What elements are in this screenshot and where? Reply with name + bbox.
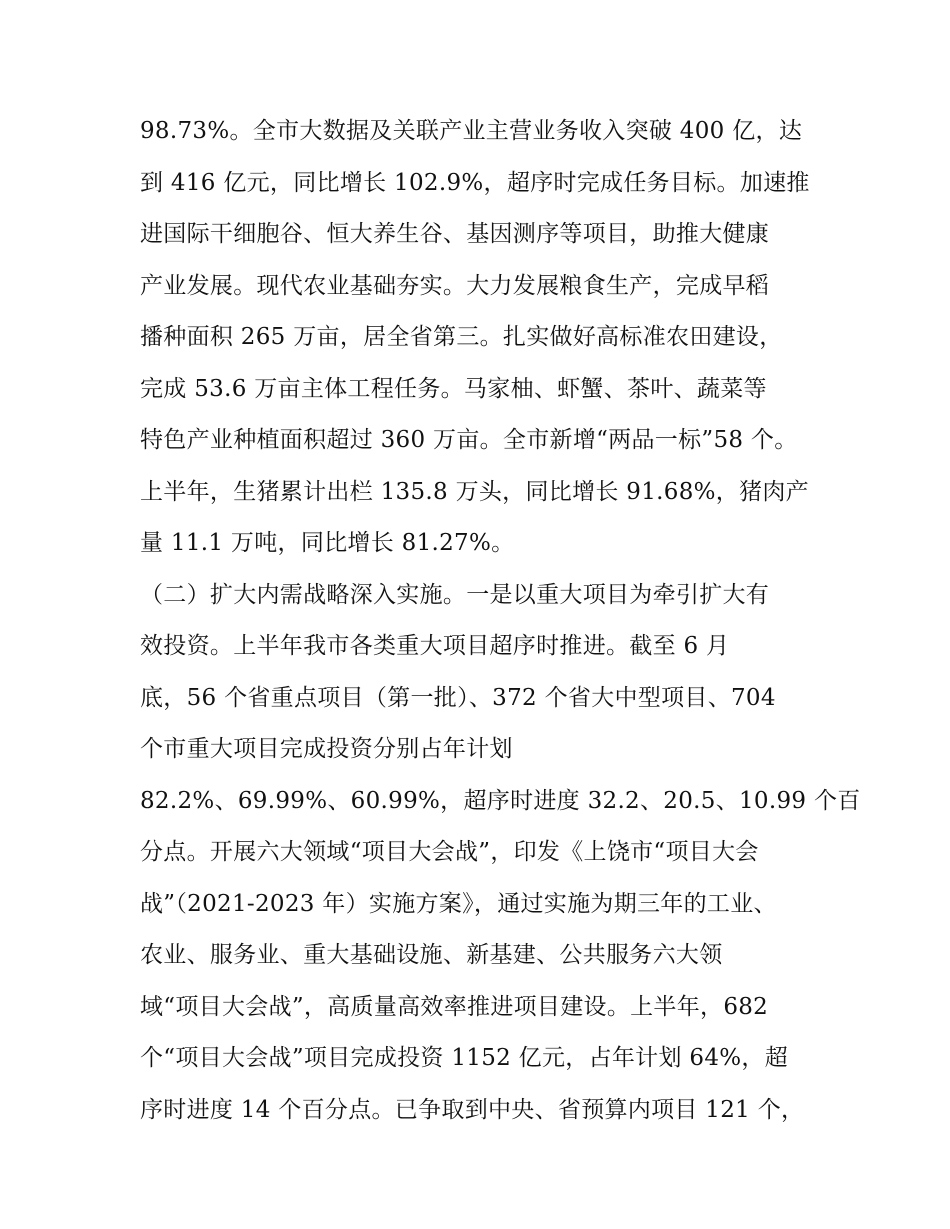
- text-line: 效投资。上半年我市各类重大项目超序时推进。截至 6 月: [140, 633, 730, 659]
- text-line: 产业发展。现代农业基础夯实。大力发展粮食生产，完成早稻: [140, 272, 770, 299]
- text-line: 82.2%、69.99%、60.99%，超序时进度 32.2、20.5、10.99 个百: [140, 787, 861, 814]
- text-line: 个“项目大会战”项目完成投资 1152 亿元，占年计划 64%，超: [140, 1045, 789, 1071]
- text-line: 量 11.1 万吨，同比增长 81.27%。: [140, 530, 515, 556]
- text-line: 农业、服务业、重大基础设施、新基建、公共服务六大领: [140, 942, 723, 968]
- section-heading-line: （二）扩大内需战略深入实施。一是以重大项目为牵引扩大有: [140, 581, 770, 608]
- text-line: 序时进度 14 个百分点。已争取到中央、省预算内项目 121 个，: [140, 1096, 805, 1123]
- body-text: [140, 106, 861, 1136]
- text-line: 播种面积 265 万亩，居全省第三。扎实做好高标准农田建设，: [140, 324, 783, 350]
- text-line: 底，56 个省重点项目（第一批）、372 个省大中型项目、704: [140, 684, 776, 711]
- text-line: 个市重大项目完成投资分别占年计划: [140, 736, 513, 762]
- text-line: 特色产业种植面积超过 360 万亩。全市新增“两品一标”58 个。: [140, 427, 798, 453]
- text-line: 进国际干细胞谷、恒大养生谷、基因测序等项目，助推大健康: [140, 221, 770, 247]
- text-line: 战”（2021-2023 年）实施方案》，通过实施为期三年的工业、: [140, 890, 777, 917]
- text-line: 域“项目大会战”，高质量高效率推进项目建设。上半年，682: [140, 993, 769, 1020]
- text-line: 上半年，生猪累计出栏 135.8 万头，同比增长 91.68%，猪肉产: [140, 478, 809, 505]
- text-line: 98.73%。全市大数据及关联产业主营业务收入突破 400 亿，达: [140, 118, 803, 144]
- text-line: 分点。开展六大领域“项目大会战”，印发《上饶市“项目大会: [140, 839, 759, 865]
- text-line: 到 416 亿元，同比增长 102.9%，超序时完成任务目标。加速推: [140, 169, 810, 196]
- text-line: 完成 53.6 万亩主体工程任务。马家柚、虾蟹、茶叶、蔬菜等: [140, 375, 767, 402]
